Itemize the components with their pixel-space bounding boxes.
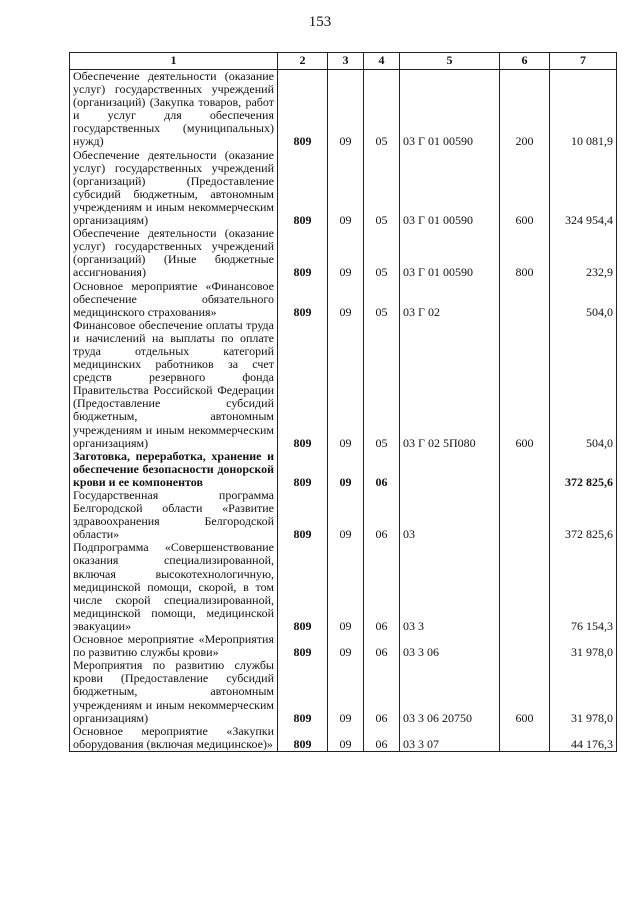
target-article-cell: 03 3 07 (400, 725, 500, 752)
expense-type-cell: 600 (500, 319, 550, 450)
ministry-code-cell: 809 (278, 659, 328, 724)
ministry-code-cell: 809 (278, 319, 328, 450)
subsection-code-cell: 05 (364, 70, 400, 149)
table-row (70, 450, 617, 489)
column-header: 1 (70, 53, 278, 70)
subsection-code-cell: 05 (364, 319, 400, 450)
amount-cell: 324 954,4 (550, 149, 617, 228)
section-code-cell: 09 (328, 725, 364, 752)
section-code-cell: 09 (328, 541, 364, 633)
table-row (70, 280, 617, 319)
target-article-cell: 03 Г 02 (400, 280, 500, 319)
subsection-code-cell: 06 (364, 725, 400, 752)
target-article-cell: 03 3 06 20750 (400, 659, 500, 724)
expense-type-cell (500, 489, 550, 541)
subsection-code-cell: 06 (364, 633, 400, 659)
subsection-code-cell: 05 (364, 227, 400, 279)
expense-type-cell (500, 633, 550, 659)
table-row (70, 319, 617, 450)
ministry-code-cell: 809 (278, 541, 328, 633)
page-number: 153 (308, 14, 332, 30)
row-name-cell: Обеспечение деятельности (оказание услуг) государственных учреждений (организаций) (Предоставление субсидий бюджетным, автономным учреждениям и иным некоммерческим организациям) (70, 149, 278, 228)
table-header-row (70, 53, 617, 70)
row-name-cell: Обеспечение деятельности (оказание услуг) государственных учреждений (организаций) (Закупка товаров, работ и услуг для обеспечения государственных (муниципальных) нужд) (70, 70, 278, 149)
ministry-code-cell: 809 (278, 633, 328, 659)
amount-cell: 31 978,0 (550, 659, 617, 724)
subsection-code-cell: 06 (364, 489, 400, 541)
section-code-cell: 09 (328, 149, 364, 228)
expense-type-cell (500, 280, 550, 319)
section-code-cell: 09 (328, 489, 364, 541)
ministry-code-cell: 809 (278, 450, 328, 489)
row-name-cell: Основное мероприятие «Финансовое обеспечение обязательного медицинского страхования» (70, 280, 278, 319)
amount-cell: 44 176,3 (550, 725, 617, 752)
row-name-cell: Обеспечение деятельности (оказание услуг) государственных учреждений (организаций) (Иные бюджетные ассигнования) (70, 227, 278, 279)
target-article-cell: 03 3 (400, 541, 500, 633)
table-row (70, 659, 617, 724)
ministry-code-cell: 809 (278, 489, 328, 541)
ministry-code-cell: 809 (278, 280, 328, 319)
table-row (70, 489, 617, 541)
table-row (70, 725, 617, 752)
target-article-cell: 03 (400, 489, 500, 541)
expense-type-cell: 200 (500, 70, 550, 149)
table-row (70, 149, 617, 228)
column-header: 7 (550, 53, 617, 70)
expense-type-cell: 600 (500, 149, 550, 228)
subsection-code-cell: 06 (364, 450, 400, 489)
target-article-cell: 03 Г 02 5П080 (400, 319, 500, 450)
subsection-code-cell: 05 (364, 280, 400, 319)
amount-cell: 504,0 (550, 319, 617, 450)
row-name-cell: Подпрограмма «Совершенствование оказания специализированной, включая высокотехнологичную, медицинской помощи, скорой, в том числе скорой специализированной, медицинской помощи, медицинской эвакуации» (70, 541, 278, 633)
subsection-code-cell: 05 (364, 149, 400, 228)
amount-cell: 76 154,3 (550, 541, 617, 633)
row-name-cell: Мероприятия по развитию службы крови (Предоставление субсидий бюджетным, автономным учреждениям и иным некоммерческим организациям) (70, 659, 278, 724)
subsection-code-cell: 06 (364, 541, 400, 633)
target-article-cell: 03 Г 01 00590 (400, 149, 500, 228)
amount-cell: 31 978,0 (550, 633, 617, 659)
section-code-cell: 09 (328, 450, 364, 489)
column-header: 3 (328, 53, 364, 70)
target-article-cell (400, 450, 500, 489)
amount-cell: 232,9 (550, 227, 617, 279)
row-name-cell: Государственная программа Белгородской области «Развитие здравоохранения Белгородской области» (70, 489, 278, 541)
target-article-cell: 03 Г 01 00590 (400, 227, 500, 279)
column-header: 5 (400, 53, 500, 70)
expense-type-cell: 800 (500, 227, 550, 279)
ministry-code-cell: 809 (278, 227, 328, 279)
section-code-cell: 09 (328, 659, 364, 724)
amount-cell: 10 081,9 (550, 70, 617, 149)
expense-type-cell: 600 (500, 659, 550, 724)
table-row (70, 633, 617, 659)
expense-type-cell (500, 725, 550, 752)
column-header: 6 (500, 53, 550, 70)
budget-table (69, 52, 617, 752)
table-row (70, 227, 617, 279)
section-code-cell: 09 (328, 319, 364, 450)
table-row (70, 541, 617, 633)
row-name-cell: Заготовка, переработка, хранение и обеспечение безопасности донорской крови и ее компонентов (70, 450, 278, 489)
column-header: 2 (278, 53, 328, 70)
amount-cell: 372 825,6 (550, 450, 617, 489)
section-code-cell: 09 (328, 227, 364, 279)
section-code-cell: 09 (328, 70, 364, 149)
ministry-code-cell: 809 (278, 149, 328, 228)
ministry-code-cell: 809 (278, 725, 328, 752)
column-header: 4 (364, 53, 400, 70)
table-row (70, 70, 617, 149)
row-name-cell: Основное мероприятие «Закупки оборудования (включая медицинское)» (70, 725, 278, 752)
target-article-cell: 03 Г 01 00590 (400, 70, 500, 149)
row-name-cell: Финансовое обеспечение оплаты труда и начислений на выплаты по оплате труда отдельных категорий медицинских работников за счет средств резервного фонда Правительства Российской Федерации (Предоставление субсидий бюджетным, автономным учреждениям и иным некоммерческим организациям) (70, 319, 278, 450)
expense-type-cell (500, 450, 550, 489)
ministry-code-cell: 809 (278, 70, 328, 149)
row-name-cell: Основное мероприятие «Мероприятия по развитию службы крови» (70, 633, 278, 659)
amount-cell: 504,0 (550, 280, 617, 319)
section-code-cell: 09 (328, 633, 364, 659)
subsection-code-cell: 06 (364, 659, 400, 724)
expense-type-cell (500, 541, 550, 633)
section-code-cell: 09 (328, 280, 364, 319)
target-article-cell: 03 3 06 (400, 633, 500, 659)
amount-cell: 372 825,6 (550, 489, 617, 541)
